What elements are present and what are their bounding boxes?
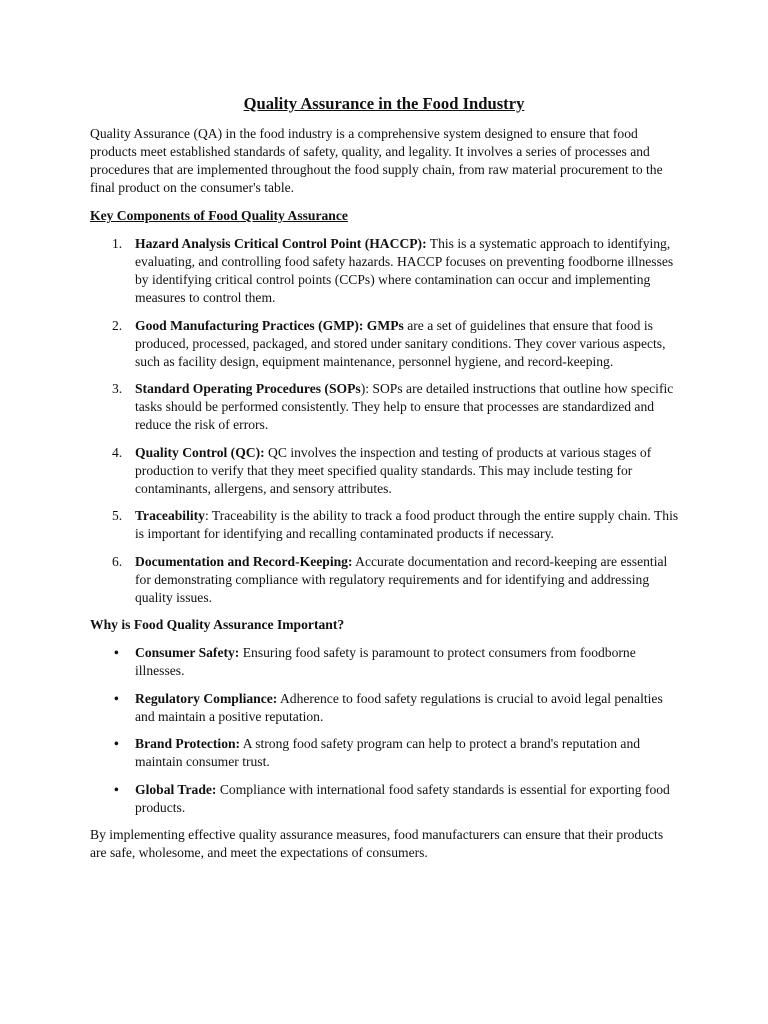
page-title: Quality Assurance in the Food Industry: [243, 94, 525, 113]
component-text: QC involves the inspection and testing of products at various stages of production to verify that they meet specified quality standards. This may include testing for contaminants, allergens, and sensory attributes.: [135, 444, 652, 496]
list-number: 3.: [112, 381, 123, 396]
document-body: [90, 125, 680, 862]
list-item: [90, 781, 680, 817]
reason-text: Compliance with international food safety standards is essential for exporting food products.: [135, 781, 670, 815]
list-number: 1.: [112, 236, 123, 251]
bullet-icon: •: [114, 690, 119, 706]
list-item: [90, 235, 680, 307]
component-term: Standard Operating Procedures (SOPs: [135, 381, 361, 396]
list-item: [90, 380, 680, 434]
list-number: 2.: [112, 317, 123, 333]
list-item: [90, 444, 680, 498]
bullet-icon: •: [114, 645, 119, 660]
bullet-icon: •: [114, 736, 119, 751]
component-term: Documentation and Record-Keeping:: [135, 553, 353, 569]
reason-text: Ensuring food safety is paramount to protect consumers from foodborne illnesses.: [135, 645, 636, 678]
bullet-icon: •: [114, 781, 119, 797]
list-number: 6.: [112, 553, 123, 569]
components-list: [90, 235, 680, 607]
reason-term: Consumer Safety:: [135, 645, 240, 660]
intro-paragraph: Quality Assurance (QA) in the food industry is a comprehensive system designed to ensure that food products meet established standards of safety, quality, and legality. It involves a series of processes and procedures that are implemented throughout the food supply chain, from raw material procurement to the final product on the consumer's table.: [90, 126, 663, 195]
list-number: 5.: [112, 508, 123, 523]
list-item: [90, 735, 680, 771]
list-item: [90, 644, 680, 680]
reason-term: Global Trade:: [135, 781, 217, 797]
list-item: [90, 553, 680, 607]
component-text: This is a systematic approach to identifying, evaluating, and controlling food safety hazards. HACCP focuses on preventing foodborne illnesses by identifying critical control points (CCPs) where contamination can occur and implementing measures to control them.: [135, 236, 674, 305]
list-item: [90, 507, 680, 543]
component-term: Good Manufacturing Practices (GMP): GMPs: [135, 317, 404, 333]
component-text: Accurate documentation and record-keeping are essential for demonstrating compliance with regulatory requirements and for identifying and addressing quality issues.: [135, 553, 668, 605]
conclusion-paragraph: By implementing effective quality assurance measures, food manufacturers can ensure that their products are safe, wholesome, and meet the expectations of consumers.: [90, 827, 664, 860]
list-number: 4.: [112, 444, 123, 460]
reason-text: A strong food safety program can help to protect a brand's reputation and maintain consumer trust.: [135, 736, 641, 769]
reason-term: Regulatory Compliance:: [135, 690, 278, 706]
reasons-list: [90, 644, 680, 817]
component-term: Quality Control (QC):: [135, 444, 265, 460]
reason-text: Adherence to food safety regulations is crucial to avoid legal penalties and maintain a positive reputation.: [135, 690, 663, 724]
importance-heading: Why is Food Quality Assurance Important?: [90, 617, 345, 632]
component-term: Traceability: [135, 508, 205, 523]
reason-term: Brand Protection:: [135, 736, 241, 751]
components-heading: Key Components of Food Quality Assurance: [90, 208, 348, 223]
component-text: ): SOPs are detailed instructions that outline how specific tasks should be performed consistently. They help to ensure that processes are standardized and reduce the risk of errors.: [135, 381, 674, 432]
component-text: are a set of guidelines that ensure that food is produced, processed, packaged, and stored under sanitary conditions. They cover various aspects, such as facility design, equipment maintenance, personnel hygiene, and record-keeping.: [135, 317, 666, 369]
list-item: [90, 690, 680, 726]
component-text: : Traceability is the ability to track a food product through the entire supply chain. This is important for identifying and recalling contaminated products if necessary.: [135, 508, 679, 541]
component-term: Hazard Analysis Critical Control Point (HACCP):: [135, 236, 427, 251]
list-item: [90, 317, 680, 371]
